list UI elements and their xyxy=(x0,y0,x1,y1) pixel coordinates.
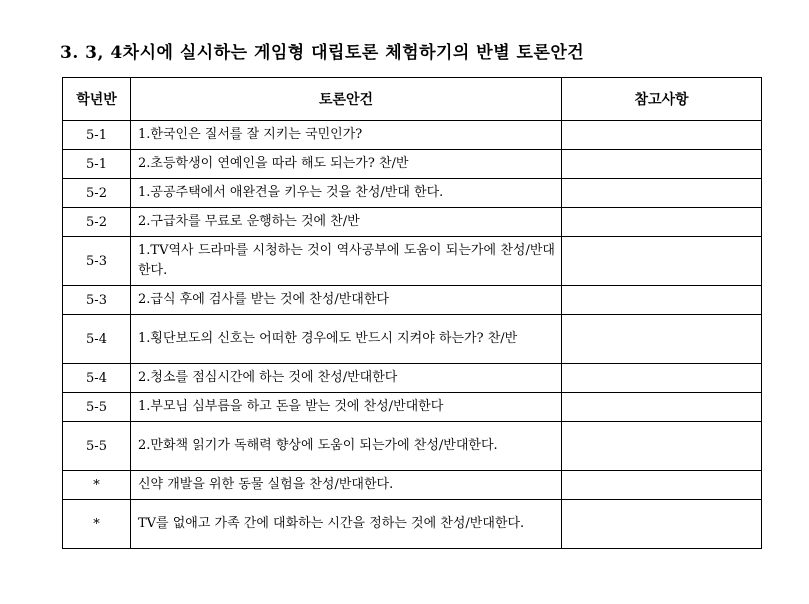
note-cell xyxy=(562,179,762,208)
note-cell xyxy=(562,315,762,364)
table-header-row xyxy=(63,78,762,121)
topic-cell: 2.청소를 점심시간에 하는 것에 찬성/반대한다 xyxy=(131,364,562,393)
topic-cell: 1.부모님 심부름을 하고 돈을 받는 것에 찬성/반대한다 xyxy=(131,393,562,422)
table-row xyxy=(63,121,762,150)
topic-cell: 신약 개발을 위한 동물 실험을 찬성/반대한다. xyxy=(131,471,562,500)
table-row xyxy=(63,179,762,208)
topic-cell: TV를 없애고 가족 간에 대화하는 시간을 정하는 것에 찬성/반대한다. xyxy=(131,500,562,549)
note-cell xyxy=(562,286,762,315)
note-cell xyxy=(562,121,762,150)
debate-agenda-table xyxy=(62,77,762,549)
note-cell xyxy=(562,364,762,393)
topic-cell: 2.만화책 읽기가 독해력 향상에 도움이 되는가에 찬성/반대한다. xyxy=(131,422,562,471)
topic-cell: 1.횡단보도의 신호는 어떠한 경우에도 반드시 지켜야 하는가? 찬/반 xyxy=(131,315,562,364)
class-cell: * xyxy=(63,500,131,549)
class-cell: 5-1 xyxy=(63,121,131,150)
table-row xyxy=(63,422,762,471)
table-row xyxy=(63,150,762,179)
table-row xyxy=(63,500,762,549)
class-cell: 5-2 xyxy=(63,179,131,208)
topic-cell: 1.공공주택에서 애완견을 키우는 것을 찬성/반대 한다. xyxy=(131,179,562,208)
note-cell xyxy=(562,422,762,471)
class-cell: 5-3 xyxy=(63,286,131,315)
class-cell: 5-2 xyxy=(63,208,131,237)
note-cell xyxy=(562,393,762,422)
note-cell xyxy=(562,500,762,549)
topic-cell: 1.한국인은 질서를 잘 지키는 국민인가? xyxy=(131,121,562,150)
table-row xyxy=(63,208,762,237)
note-cell xyxy=(562,150,762,179)
note-cell xyxy=(562,237,762,286)
table-row xyxy=(63,237,762,286)
note-cell xyxy=(562,208,762,237)
header-class: 학년반 xyxy=(63,78,131,121)
page-title: 3. 3, 4차시에 실시하는 게임형 대립토론 체험하기의 반별 토론안건 xyxy=(60,43,585,63)
table-row xyxy=(63,364,762,393)
topic-cell: 2.급식 후에 검사를 받는 것에 찬성/반대한다 xyxy=(131,286,562,315)
topic-cell: 1.TV역사 드라마를 시청하는 것이 역사공부에 도움이 되는가에 찬성/반대한다. xyxy=(131,237,562,286)
header-topic: 토론안건 xyxy=(131,78,562,121)
topic-cell: 2.초등학생이 연예인을 따라 해도 되는가? 찬/반 xyxy=(131,150,562,179)
class-cell: 5-5 xyxy=(63,393,131,422)
topic-cell: 2.구급차를 무료로 운행하는 것에 찬/반 xyxy=(131,208,562,237)
table-row xyxy=(63,471,762,500)
class-cell: * xyxy=(63,471,131,500)
class-cell: 5-4 xyxy=(63,364,131,393)
note-cell xyxy=(562,471,762,500)
header-note: 참고사항 xyxy=(562,78,762,121)
table-row xyxy=(63,315,762,364)
class-cell: 5-1 xyxy=(63,150,131,179)
table-row xyxy=(63,286,762,315)
table-row xyxy=(63,393,762,422)
class-cell: 5-3 xyxy=(63,237,131,286)
class-cell: 5-5 xyxy=(63,422,131,471)
class-cell: 5-4 xyxy=(63,315,131,364)
